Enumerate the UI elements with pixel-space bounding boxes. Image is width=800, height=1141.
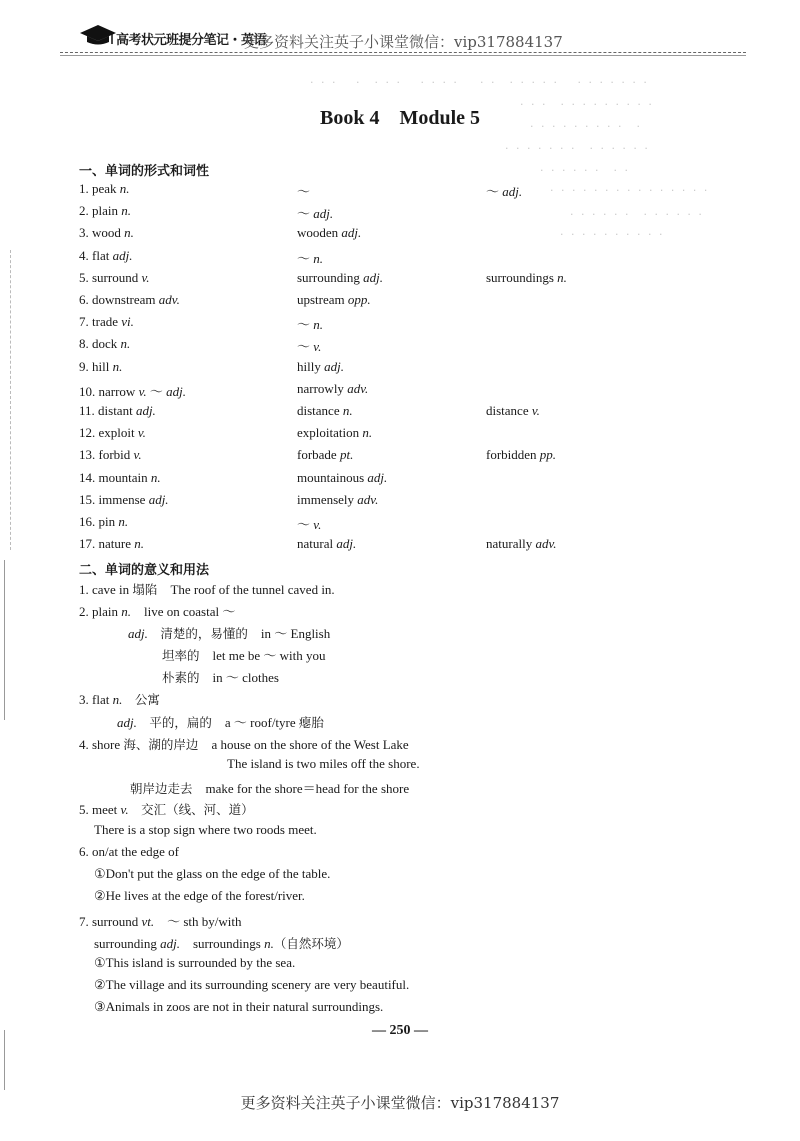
part-of-speech: adj. (117, 714, 137, 730)
part-of-speech: v. (313, 517, 322, 532)
table-cell (297, 514, 321, 533)
text-run: surroundings (179, 935, 265, 951)
text-run: 2. plain (79, 203, 122, 219)
text-run: 17. nature (79, 536, 135, 552)
text-run: 11. distant (79, 403, 136, 418)
table-cell (297, 181, 310, 200)
table-row (79, 536, 779, 558)
text-run: let me be ～ with you (199, 648, 326, 664)
table-cell (79, 425, 146, 441)
table-cell (297, 492, 378, 508)
list-item (79, 734, 409, 753)
part-of-speech: n. (342, 403, 353, 418)
list-item (128, 623, 330, 642)
text-run: 朝岸边走去 (130, 780, 193, 796)
table-cell (79, 248, 132, 264)
list-item (130, 778, 409, 797)
text-run: ～ (146, 383, 167, 399)
list-item (94, 822, 317, 838)
text-run: in ～ clothes (199, 670, 279, 686)
part-of-speech: adj. (502, 184, 523, 199)
list-item (94, 888, 305, 904)
part-of-speech: v. (133, 447, 142, 463)
table-cell (79, 359, 122, 375)
list-item (79, 800, 254, 818)
table-cell (79, 270, 150, 286)
text-run: 10. narrow (79, 383, 139, 399)
part-of-speech: n. (362, 425, 373, 441)
text-run: ～ (297, 339, 314, 355)
part-of-speech: vi. (121, 314, 134, 330)
part-of-speech: pp. (539, 447, 557, 463)
part-of-speech: adj. (166, 383, 187, 399)
text-run: upstream (297, 292, 348, 307)
book-series-title: 高考状元班提分笔记・英语 (116, 33, 267, 48)
text-run: mountainous (297, 469, 368, 485)
text-run: 平的，扁的 (136, 714, 212, 730)
text-run: 3. flat (79, 691, 113, 707)
table-row (79, 181, 779, 203)
text-run: 15. immense (79, 491, 149, 507)
table-row (79, 292, 779, 314)
text-run: 交汇（线、河、道） (128, 802, 254, 817)
table-row (79, 203, 779, 225)
text-run: 4. shore (79, 736, 124, 752)
text-run: ～ (297, 184, 311, 199)
scan-margin-line (10, 250, 11, 550)
text-run: ①This island is surrounded by the sea. (94, 954, 296, 970)
text-run: forbidden (486, 447, 540, 463)
table-cell (297, 314, 323, 333)
text-run: 1. cave in (79, 582, 133, 597)
text-run: The roof of the tunnel caved in. (157, 582, 335, 597)
table-cell (79, 447, 142, 463)
text-run: 坦率的 (162, 648, 200, 664)
text-run: 6. on/at the edge of (79, 844, 179, 860)
table-cell (79, 536, 144, 552)
part-of-speech: n. (121, 203, 131, 219)
table-cell (486, 181, 522, 200)
text-run: 16. pin (79, 514, 119, 529)
list-item (79, 911, 242, 930)
text-run: 朴素的 (162, 670, 200, 686)
part-of-speech: adj. (135, 403, 156, 418)
text-run: 3. wood (79, 225, 125, 241)
bleed-through-noise: · · · · · · · · · · (560, 228, 665, 241)
part-of-speech: adv. (347, 380, 369, 396)
scan-margin-line (4, 1030, 5, 1090)
text-run: 1. peak (79, 181, 120, 196)
footer-watermark: 更多资料关注英子小课堂微信：vip317884137 (240, 1094, 560, 1112)
text-run: 5. surround (79, 269, 142, 285)
table-row (79, 359, 779, 381)
text-run: live on coastal ～ (131, 604, 236, 620)
part-of-speech: adj. (367, 469, 388, 485)
table-cell (297, 336, 321, 355)
table-cell (297, 381, 368, 397)
part-of-speech: n. (134, 536, 144, 552)
text-run: hilly (297, 358, 325, 374)
text-run: There is a stop sign where two roods meet. (94, 822, 317, 838)
text-run: surroundings (486, 269, 558, 285)
text-run: 7. surround (79, 913, 142, 929)
bleed-through-noise: · · · · · · · · · · · (310, 76, 459, 89)
part-of-speech: adj. (363, 269, 383, 285)
table-row (79, 514, 779, 536)
part-of-speech: n. (120, 336, 131, 352)
page-number: — 250 — (372, 1023, 428, 1038)
text-run: The island is two miles off the shore. (227, 755, 420, 771)
part-of-speech: n. (313, 317, 324, 333)
scan-margin-line (4, 560, 5, 720)
bleed-through-noise: · · · · · · · · · · (530, 120, 642, 133)
text-run: make for the shore＝head for the shore (192, 780, 410, 796)
part-of-speech: adv. (357, 491, 379, 507)
list-item (117, 712, 324, 731)
list-item (94, 999, 383, 1015)
text-run: ②He lives at the edge of the forest/river. (94, 888, 305, 904)
table-cell (79, 470, 161, 486)
text-run: forbade (297, 447, 340, 463)
table-row (79, 314, 779, 336)
text-run: ～ (486, 184, 503, 199)
table-cell (79, 403, 156, 419)
part-of-speech: adv. (158, 292, 180, 307)
list-item (79, 579, 335, 598)
header-watermark: 更多资料关注英子小课堂微信：vip317884137 (244, 33, 563, 51)
part-of-speech: adj. (160, 935, 180, 951)
mortarboard-logo-icon (78, 22, 118, 48)
text-run: 清楚的，易懂的 (147, 626, 248, 642)
part-of-speech: v. (313, 339, 322, 355)
bleed-through-noise: · · · · · · · · · · · · (570, 208, 704, 221)
part-of-speech: adj. (148, 491, 169, 507)
part-of-speech: n. (112, 691, 123, 707)
part-of-speech: adj. (112, 247, 133, 263)
part-of-speech: n. (119, 181, 130, 196)
text-run: （自然环境） (273, 935, 349, 951)
part-of-speech: n. (264, 935, 274, 951)
section-heading: 二、单词的意义和用法 (79, 563, 210, 578)
table-row (79, 225, 779, 247)
text-run: exploitation (297, 425, 363, 441)
text-run: natural (297, 536, 337, 552)
table-row (79, 336, 779, 358)
part-of-speech: vt. (141, 913, 155, 929)
text-run: 海、湖的岸边 (123, 736, 199, 752)
text-run: ③Animals in zoos are not in their natural surroundings. (94, 998, 384, 1014)
table-row (79, 381, 779, 403)
text-run: a ～ roof/tyre (211, 714, 299, 730)
text-run: a house on the shore of the West Lake (198, 736, 409, 752)
part-of-speech: adj. (336, 536, 357, 552)
list-item (79, 690, 160, 708)
header-divider (60, 52, 746, 53)
text-run: 2. plain (79, 604, 122, 620)
text-run: immensely (297, 491, 358, 507)
table-cell (79, 314, 134, 330)
part-of-speech: opp. (347, 292, 371, 307)
table-cell (486, 270, 567, 286)
text-run: wooden (297, 225, 342, 241)
table-cell (79, 292, 180, 308)
table-cell (297, 270, 383, 286)
table-cell (79, 336, 130, 352)
bleed-through-noise: · · · · · · · · · · · · · · · (550, 184, 710, 197)
text-run: surrounding (297, 269, 364, 285)
table-row (79, 425, 779, 447)
table-row (79, 447, 779, 469)
table-cell (486, 403, 540, 419)
text-run: 塌陷 (132, 582, 158, 597)
list-item (94, 933, 349, 952)
part-of-speech: n. (118, 514, 129, 529)
table-cell (79, 381, 186, 400)
part-of-speech: adv. (535, 536, 557, 552)
part-of-speech: v. (120, 802, 129, 817)
list-item (79, 601, 235, 620)
text-run: ～ (297, 206, 314, 222)
part-of-speech: adj. (128, 626, 148, 642)
table-row (79, 492, 779, 514)
text-run: ～ (297, 250, 314, 266)
table-row (79, 470, 779, 492)
part-of-speech: adj. (313, 206, 334, 222)
part-of-speech: v. (531, 403, 540, 418)
text-run: surrounding (94, 935, 161, 951)
table-cell (297, 225, 361, 241)
text-run: 9. hill (79, 358, 113, 374)
table-cell (79, 181, 130, 197)
text-run: 公寓 (122, 691, 160, 707)
text-run: in ～ English (247, 626, 331, 642)
bleed-through-noise: · · · · · · · · · · · · · · (480, 76, 649, 89)
part-of-speech: n. (124, 225, 134, 241)
part-of-speech: n. (557, 269, 567, 285)
part-of-speech: adj. (324, 358, 344, 374)
text-run: ～ (297, 317, 314, 333)
bleed-through-noise: · · · · · · · · (540, 164, 630, 177)
table-cell (297, 447, 353, 463)
header-divider-secondary (60, 55, 746, 56)
text-run: 4. flat (79, 247, 113, 263)
table-cell (79, 492, 169, 508)
table-cell (79, 514, 128, 530)
list-item (94, 955, 295, 971)
text-run: narrowly (297, 380, 348, 396)
part-of-speech: adj. (341, 225, 362, 241)
table-cell (297, 203, 333, 222)
text-run: ②The village and its surrounding scenery are very beautiful. (94, 976, 410, 992)
table-cell (297, 359, 344, 375)
table-cell (297, 403, 353, 419)
text-run: ～ sth by/with (154, 913, 242, 929)
part-of-speech: n. (121, 604, 131, 620)
list-item (94, 977, 409, 993)
list-item (79, 844, 179, 860)
table-row (79, 270, 779, 292)
table-cell (486, 536, 557, 552)
table-cell (486, 447, 556, 463)
text-run: distance (297, 403, 343, 418)
part-of-speech: v. (137, 425, 146, 441)
table-cell (297, 536, 356, 552)
text-run: 8. dock (79, 336, 121, 352)
table-cell (297, 292, 371, 308)
page-title: Book 4 Module 5 (319, 107, 481, 129)
text-run: ①Don't put the glass on the edge of the table. (94, 866, 331, 882)
table-cell (297, 425, 372, 441)
text-run: 6. downstream (79, 292, 159, 307)
text-run: 5. meet (79, 802, 121, 817)
table-cell (79, 225, 134, 241)
list-item (162, 645, 326, 664)
bleed-through-noise: · · · · · · · · · · · · (520, 98, 654, 111)
table-cell (79, 203, 131, 219)
part-of-speech: n. (112, 358, 123, 374)
list-item (94, 866, 330, 882)
table-row (79, 403, 779, 425)
bleed-through-noise: · · · · · · · · · · · · · (505, 142, 650, 155)
part-of-speech: v. (138, 383, 147, 399)
list-item (162, 667, 279, 686)
text-run: 7. trade (79, 314, 122, 330)
table-row (79, 248, 779, 270)
text-run: 13. forbid (79, 447, 134, 463)
list-item (227, 756, 420, 772)
text-run: distance (486, 403, 532, 418)
part-of-speech: n. (150, 469, 161, 485)
table-cell (297, 470, 387, 486)
text-run: 14. mountain (79, 469, 151, 485)
text-run: 12. exploit (79, 425, 138, 441)
part-of-speech: pt. (339, 447, 354, 463)
part-of-speech: n. (313, 250, 324, 266)
part-of-speech: v. (141, 269, 150, 285)
section-heading: 一、单词的形式和词性 (79, 164, 210, 179)
text-run: 瘪胎 (298, 714, 324, 730)
text-run: naturally (486, 536, 536, 552)
table-cell (297, 248, 323, 267)
text-run: ～ (297, 517, 314, 532)
